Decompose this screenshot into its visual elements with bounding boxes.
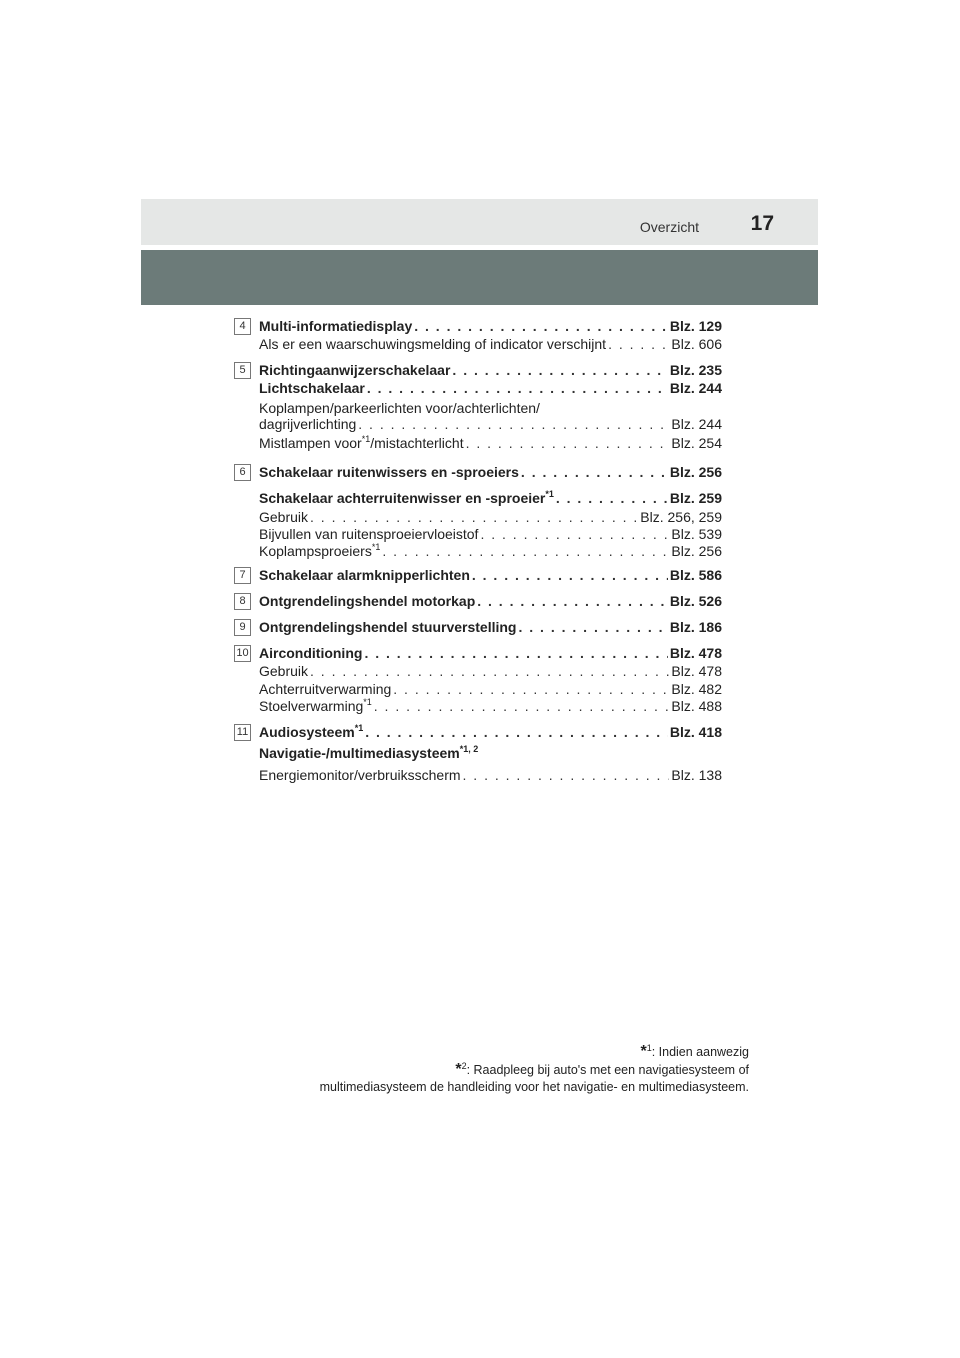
- leader-dots: [608, 336, 669, 353]
- callout-number-badge: 9: [234, 619, 251, 636]
- index-entry: [259, 416, 722, 433]
- section-title: Overzicht: [639, 219, 699, 235]
- page-reference[interactable]: Blz. 482: [671, 681, 722, 697]
- footnote-marker: *1, 2: [459, 744, 479, 754]
- footnote-marker: *1: [361, 434, 371, 444]
- entry-label: Richtingaanwijzerschakelaar: [259, 362, 451, 378]
- callout-number-badge: 11: [234, 724, 251, 741]
- leader-dots: [310, 509, 638, 526]
- leader-dots: [477, 593, 668, 610]
- entry-label: Schakelaar alarmknipperlichten: [259, 567, 470, 583]
- leader-dots: [374, 698, 670, 715]
- entry-label: Stoelverwarming$^{*1}$: [259, 697, 372, 714]
- entry-label: Ontgrendelingshendel motorkap: [259, 593, 476, 609]
- index-entry-heading: [259, 318, 722, 335]
- page-reference[interactable]: Blz. 539: [671, 526, 722, 542]
- page-reference[interactable]: Blz. 488: [671, 698, 722, 714]
- page-reference[interactable]: Blz. 418: [669, 724, 722, 740]
- callout-number-badge: 6: [234, 464, 251, 481]
- leader-dots: [518, 619, 667, 636]
- page-reference[interactable]: Blz. 586: [669, 567, 722, 583]
- page-reference[interactable]: Blz. 606: [671, 336, 722, 352]
- entry-label: Schakelaar ruitenwissers en -sproeiers: [259, 464, 519, 480]
- entry-label: Koplampen/parkeerlichten voor/achterlichten/: [259, 400, 540, 416]
- callout-number-badge: 8: [234, 593, 251, 610]
- page-reference[interactable]: Blz. 138: [671, 767, 722, 783]
- entry-label: Gebruik: [259, 663, 309, 679]
- page-reference[interactable]: Blz. 478: [671, 663, 722, 679]
- entry-label: Koplampsproeiers$^{*1}$: [259, 542, 381, 559]
- leader-dots: [364, 645, 667, 662]
- footnote-marker: *1: [354, 723, 364, 733]
- index-entry-heading: [259, 645, 722, 662]
- leader-dots: [472, 567, 668, 584]
- index-entry: [259, 400, 722, 417]
- index-entry-heading: [259, 567, 722, 584]
- entry-label: Als er een waarschuwingsmelding of indicator verschijnt: [259, 336, 607, 352]
- footnote-2: *$^2$: Raadpleeg bij auto's met een navigatiesysteem of: [455, 1061, 749, 1078]
- section-banner: [141, 250, 818, 305]
- leader-dots: [480, 526, 669, 543]
- footnote-marker: *1: [363, 697, 372, 707]
- footnote-2-continued: multimediasysteem de handleiding voor het navigatie- en multimediasysteem.: [319, 1080, 749, 1094]
- page-reference[interactable]: Blz. 254: [671, 435, 722, 451]
- footnote-marker: *1: [545, 489, 554, 499]
- page-reference[interactable]: Blz. 526: [669, 593, 722, 609]
- leader-dots: [358, 416, 669, 433]
- page-header: [141, 199, 818, 245]
- index-entry: [259, 698, 722, 715]
- callout-number-badge: 7: [234, 567, 251, 584]
- index-entry-heading: [259, 745, 722, 762]
- entry-label: Mistlampen voor$^{*1}$/mistachterlicht: [259, 434, 464, 451]
- entry-label: Bijvullen van ruitensproeiervloeistof: [259, 526, 479, 542]
- leader-dots: [365, 724, 668, 741]
- footnote-marker: *1: [371, 542, 381, 552]
- index-entry: [259, 663, 722, 680]
- leader-dots: [463, 767, 670, 784]
- footnotes: [320, 1043, 749, 1096]
- entry-label: Airconditioning: [259, 645, 363, 661]
- entry-label: dagrijverlichting: [259, 416, 357, 432]
- index-entry: [259, 681, 722, 698]
- page-reference[interactable]: Blz. 244: [669, 380, 722, 396]
- page-reference[interactable]: Blz. 256: [671, 543, 722, 559]
- index-entry: [259, 543, 722, 560]
- entry-label: Schakelaar achterruitenwisser en -sproeier$^{*1}$: [259, 489, 554, 506]
- index-entry: [259, 435, 722, 452]
- callout-number-badge: 5: [234, 362, 251, 379]
- leader-dots: [452, 362, 667, 379]
- callout-number-badge: 4: [234, 318, 251, 335]
- index-entry: [259, 336, 722, 353]
- page-reference[interactable]: Blz. 129: [669, 318, 722, 334]
- entry-label: Ontgrendelingshendel stuurverstelling: [259, 619, 517, 635]
- page-reference[interactable]: Blz. 256: [669, 464, 722, 480]
- index-entry-heading: [259, 362, 722, 379]
- leader-dots: [310, 663, 669, 680]
- index-entry: [259, 767, 722, 784]
- index-entry: [259, 526, 722, 543]
- index-entry-heading: [259, 593, 722, 610]
- page-reference[interactable]: Blz. 259: [669, 490, 722, 506]
- footnote-1: *$^1$: Indien aanwezig: [640, 1043, 749, 1060]
- leader-dots: [414, 318, 668, 335]
- callout-number-badge: 10: [234, 645, 251, 662]
- entry-label: Achterruitverwarming: [259, 681, 392, 697]
- page-reference[interactable]: Blz. 478: [669, 645, 722, 661]
- leader-dots: [382, 543, 669, 560]
- leader-dots: [521, 464, 668, 481]
- entry-label: Multi-informatiedisplay: [259, 318, 413, 334]
- page-reference[interactable]: Blz. 244: [671, 416, 722, 432]
- leader-dots: [393, 681, 669, 698]
- index-entry-heading: [259, 464, 722, 481]
- page-reference[interactable]: Blz. 186: [669, 619, 722, 635]
- page-number: 17: [750, 212, 774, 235]
- leader-dots: [466, 435, 670, 452]
- leader-dots: [367, 380, 668, 397]
- index-entry-heading: [259, 619, 722, 636]
- index-entry-heading: [259, 490, 722, 507]
- index-entry: [259, 509, 722, 526]
- index-entry-heading: [259, 380, 722, 397]
- entry-label: Energiemonitor/verbruiksscherm: [259, 767, 461, 783]
- index-entry-heading: [259, 724, 722, 741]
- entry-label: Audiosysteem$^{*1}$: [259, 723, 364, 740]
- entry-label: Gebruik: [259, 509, 309, 525]
- entry-label: Navigatie-/multimediasysteem$^{*1, 2}$: [259, 744, 479, 761]
- leader-dots: [556, 490, 668, 507]
- page-reference[interactable]: Blz. 235: [669, 362, 722, 378]
- page-reference[interactable]: Blz. 256, 259: [640, 509, 722, 525]
- entry-label: Lichtschakelaar: [259, 380, 365, 396]
